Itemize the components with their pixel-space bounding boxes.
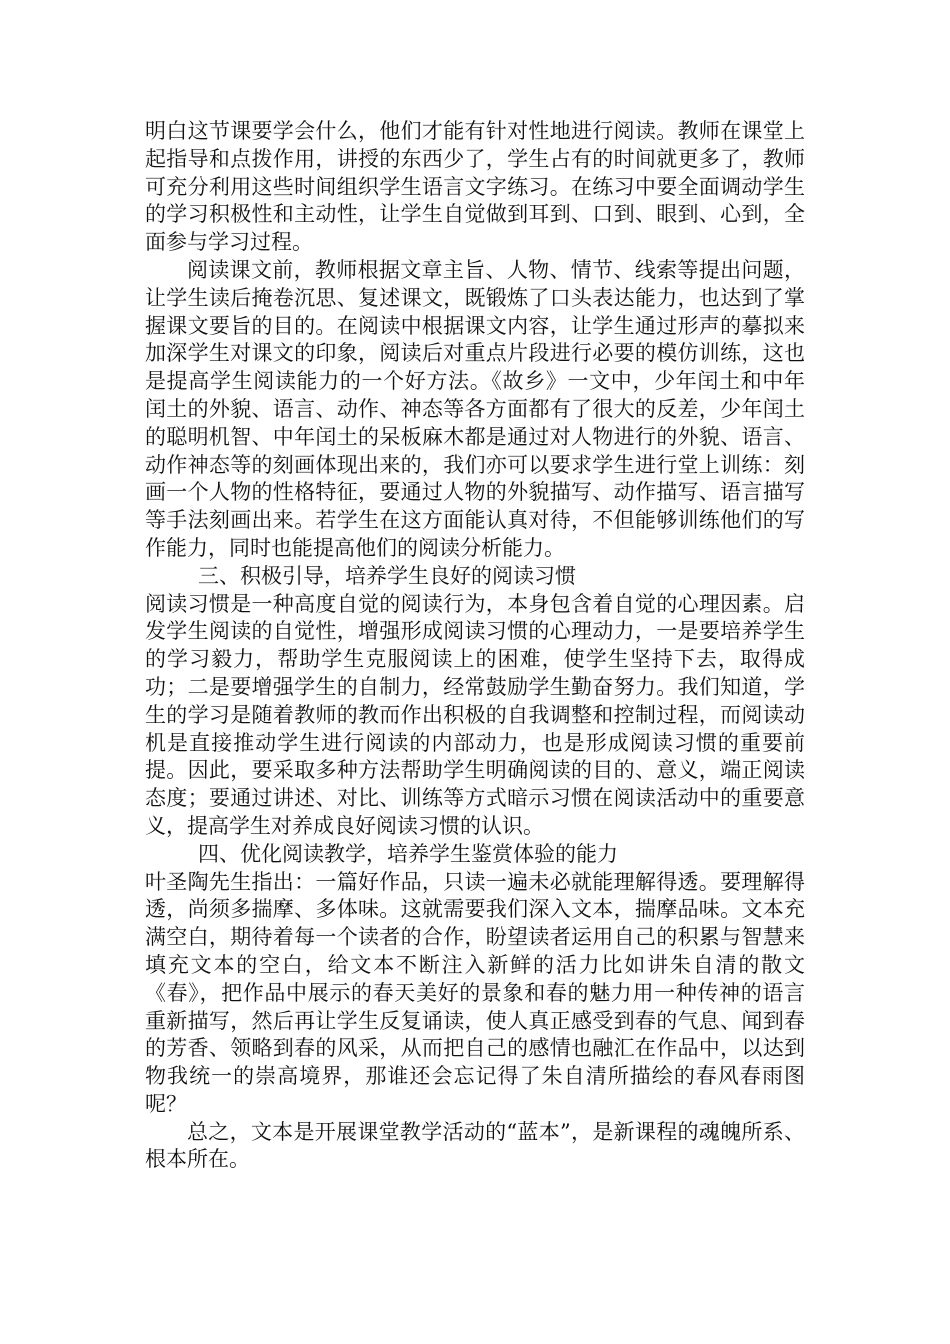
paragraph-appreciation: 叶圣陶先生指出：一篇好作品，只读一遍未必就能理解得透。要理解得透，尚须多揣摩、多体味。这就需要我们深入文本，揣摩品味。文本充满空白，期待着每一个读者的合作，盼望读者运用自己的积累与智慧来填充文本的空白，给文本不断注入新鲜的活力比如讲朱自清的散文《春》，把作品中展示的春天美好的景象和春的魅力用一种传神的语言重新描写，然后再让学生反复诵读，使人真正感受到春的气息、闻到春的芳香、领略到春的风采，从而把自己的感情也融汇在作品中，以达到物我统一的崇高境界，那谁还会忘记得了朱自清所描绘的春风春雨图呢？ xyxy=(145,869,805,1116)
section-heading-3: 三、积极引导，培养学生良好的阅读习惯 xyxy=(198,563,576,588)
paragraph-reading-before-text: 阅读课文前，教师根据文章主旨、人物、情节、线索等提出问题，让学生读后掩卷沉思、复述课文，既锻炼了口头表达能力，也达到了掌握课文要旨的目的。在阅读中根据课文内容，让学生通过形声的摹拟来加深学生对课文的印象，阅读后对重点片段进行必要的模仿训练，这也是提高学生阅读能力的一个好方法。《故乡》一文中，少年闰土和中年闰土的外貌、语言、动作、神态等各方面都有了很大的反差，少年闰土的聪明机智、中年闰土的呆板麻木都是通过对人物进行的外貌、语言、动作神态等的刻画体现出来的，我们亦可以要求学生进行堂上训练：刻画一个人物的性格特征，要通过人物的外貌描写、动作描写、语言描写等手法刻画出来。若学生在这方面能认真对待，不但能够训练他们的写作能力，同时也能提高他们的阅读分析能力。 xyxy=(145,257,805,560)
paragraph-intro: 明白这节课要学会什么，他们才能有针对性地进行阅读。教师在课堂上起指导和点拨作用，讲授的东西少了，学生占有的时间就更多了，教师可充分利用这些时间组织学生语言文字练习。在练习中要全面调动学生的学习积极性和主动性，让学生自觉做到耳到、口到、眼到、心到，全面参与学习过程。 xyxy=(145,119,805,255)
section-heading-4: 四、优化阅读教学，培养学生鉴赏体验的能力 xyxy=(198,841,618,866)
document-body xyxy=(145,118,805,1174)
paragraph-reading-habits: 阅读习惯是一种高度自觉的阅读行为，本身包含着自觉的心理因素。启发学生阅读的自觉性，增强形成阅读习惯的心理动力，一是要培养学生的学习毅力，帮助学生克服阅读上的困难，使学生坚持下去，取得成功；二是要增强学生的自制力，经常鼓励学生勤奋努力。我们知道，学生的学习是随着教师的教而作出积极的自我调整和控制过程，而阅读动机是直接推动学生进行阅读的内部动力，也是形成阅读习惯的重要前提。因此，要采取多种方法帮助学生明确阅读的目的、意义，端正阅读态度；要通过讲述、对比、训练等方式暗示习惯在阅读活动中的重要意义，提高学生对养成良好阅读习惯的认识。 xyxy=(145,591,805,838)
paragraph-conclusion: 总之，文本是开展课堂教学活动的“蓝本”，是新课程的魂魄所系、根本所在。 xyxy=(145,1119,805,1172)
